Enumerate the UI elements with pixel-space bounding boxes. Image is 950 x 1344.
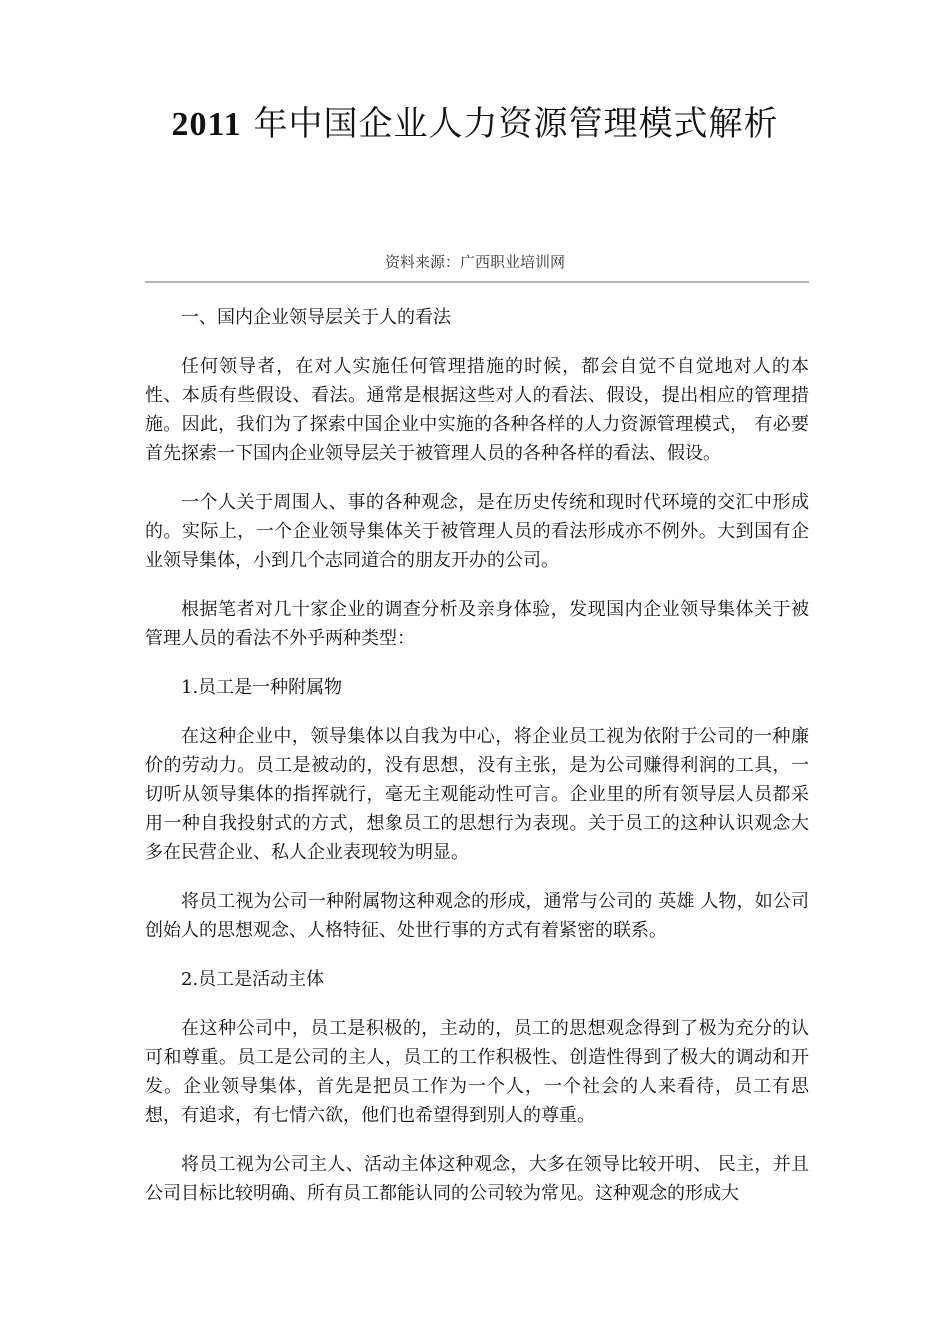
title-text: 年中国企业人力资源管理模式解析 [241, 104, 779, 144]
document-title [0, 100, 950, 149]
paragraph: 任何领导者，在对人实施任何管理措施的时候，都会自觉不自觉地对人的本性、本质有些假设、看法。通常是根据这些对人的看法、假设，提出相应的管理措施。因此，我们为了探索中国企业中实施的各种各样的人力资源管理模式， 有必要首先探索一下国内企业领导层关于被管理人员的各种各样的看法、假设。 [145, 356, 809, 464]
paragraph: 在这种公司中，员工是积极的，主动的，员工的思想观念得到了极为充分的认可和尊重。员工是公司的主人，员工的工作积极性、创造性得到了极大的调动和开发。企业领导集体，首先是把员工作为一个人，一个社会的人来看待，员工有思想，有追求，有七情六欲，他们也希望得到别人的尊重。 [145, 1018, 809, 1126]
source-line: 资料来源：广西职业培训网 [384, 253, 565, 271]
subsection-heading: 1.员工是一种附属物 [181, 677, 343, 698]
paragraph: 将员工视为公司主人、活动主体这种观念，大多在领导比较开明、 民主，并且公司目标比较明确、所有员工都能认同的公司较为常见。这种观念的形成大 [145, 1154, 809, 1204]
title-year: 2011 [171, 106, 242, 143]
paragraph: 将员工视为公司一种附属物这种观念的形成，通常与公司的 英雄 人物，如公司创始人的思想观念、人格特征、处世行事的方式有着紧密的联系。 [145, 891, 809, 941]
subsection-heading: 2.员工是活动主体 [181, 969, 325, 990]
document-body [145, 303, 809, 1228]
section-heading: 一、国内企业领导层关于人的看法 [181, 307, 451, 328]
paragraph: 一个人关于周围人、事的各种观念，是在历史传统和现时代环境的交汇中形成的。实际上，一个企业领导集体关于被管理人员的看法形成亦不例外。大到国有企业领导集体，小到几个志同道合的朋友开办的公司。 [145, 492, 809, 571]
paragraph: 在这种企业中，领导集体以自我为中心，将企业员工视为依附于公司的一种廉价的劳动力。员工是被动的，没有思想，没有主张，是为公司赚得利润的工具，一切听从领导集体的指挥就行，毫无主观能动性可言。企业里的所有领导层人员都采用一种自我投射式的方式，想象员工的思想行为表现。关于员工的这种认识观念大多在民营企业、私人企业表现较为明显。 [145, 726, 809, 863]
divider [145, 281, 809, 283]
paragraph: 根据笔者对几十家企业的调查分析及亲身体验，发现国内企业领导集体关于被管理人员的看法不外乎两种类型： [145, 599, 809, 649]
